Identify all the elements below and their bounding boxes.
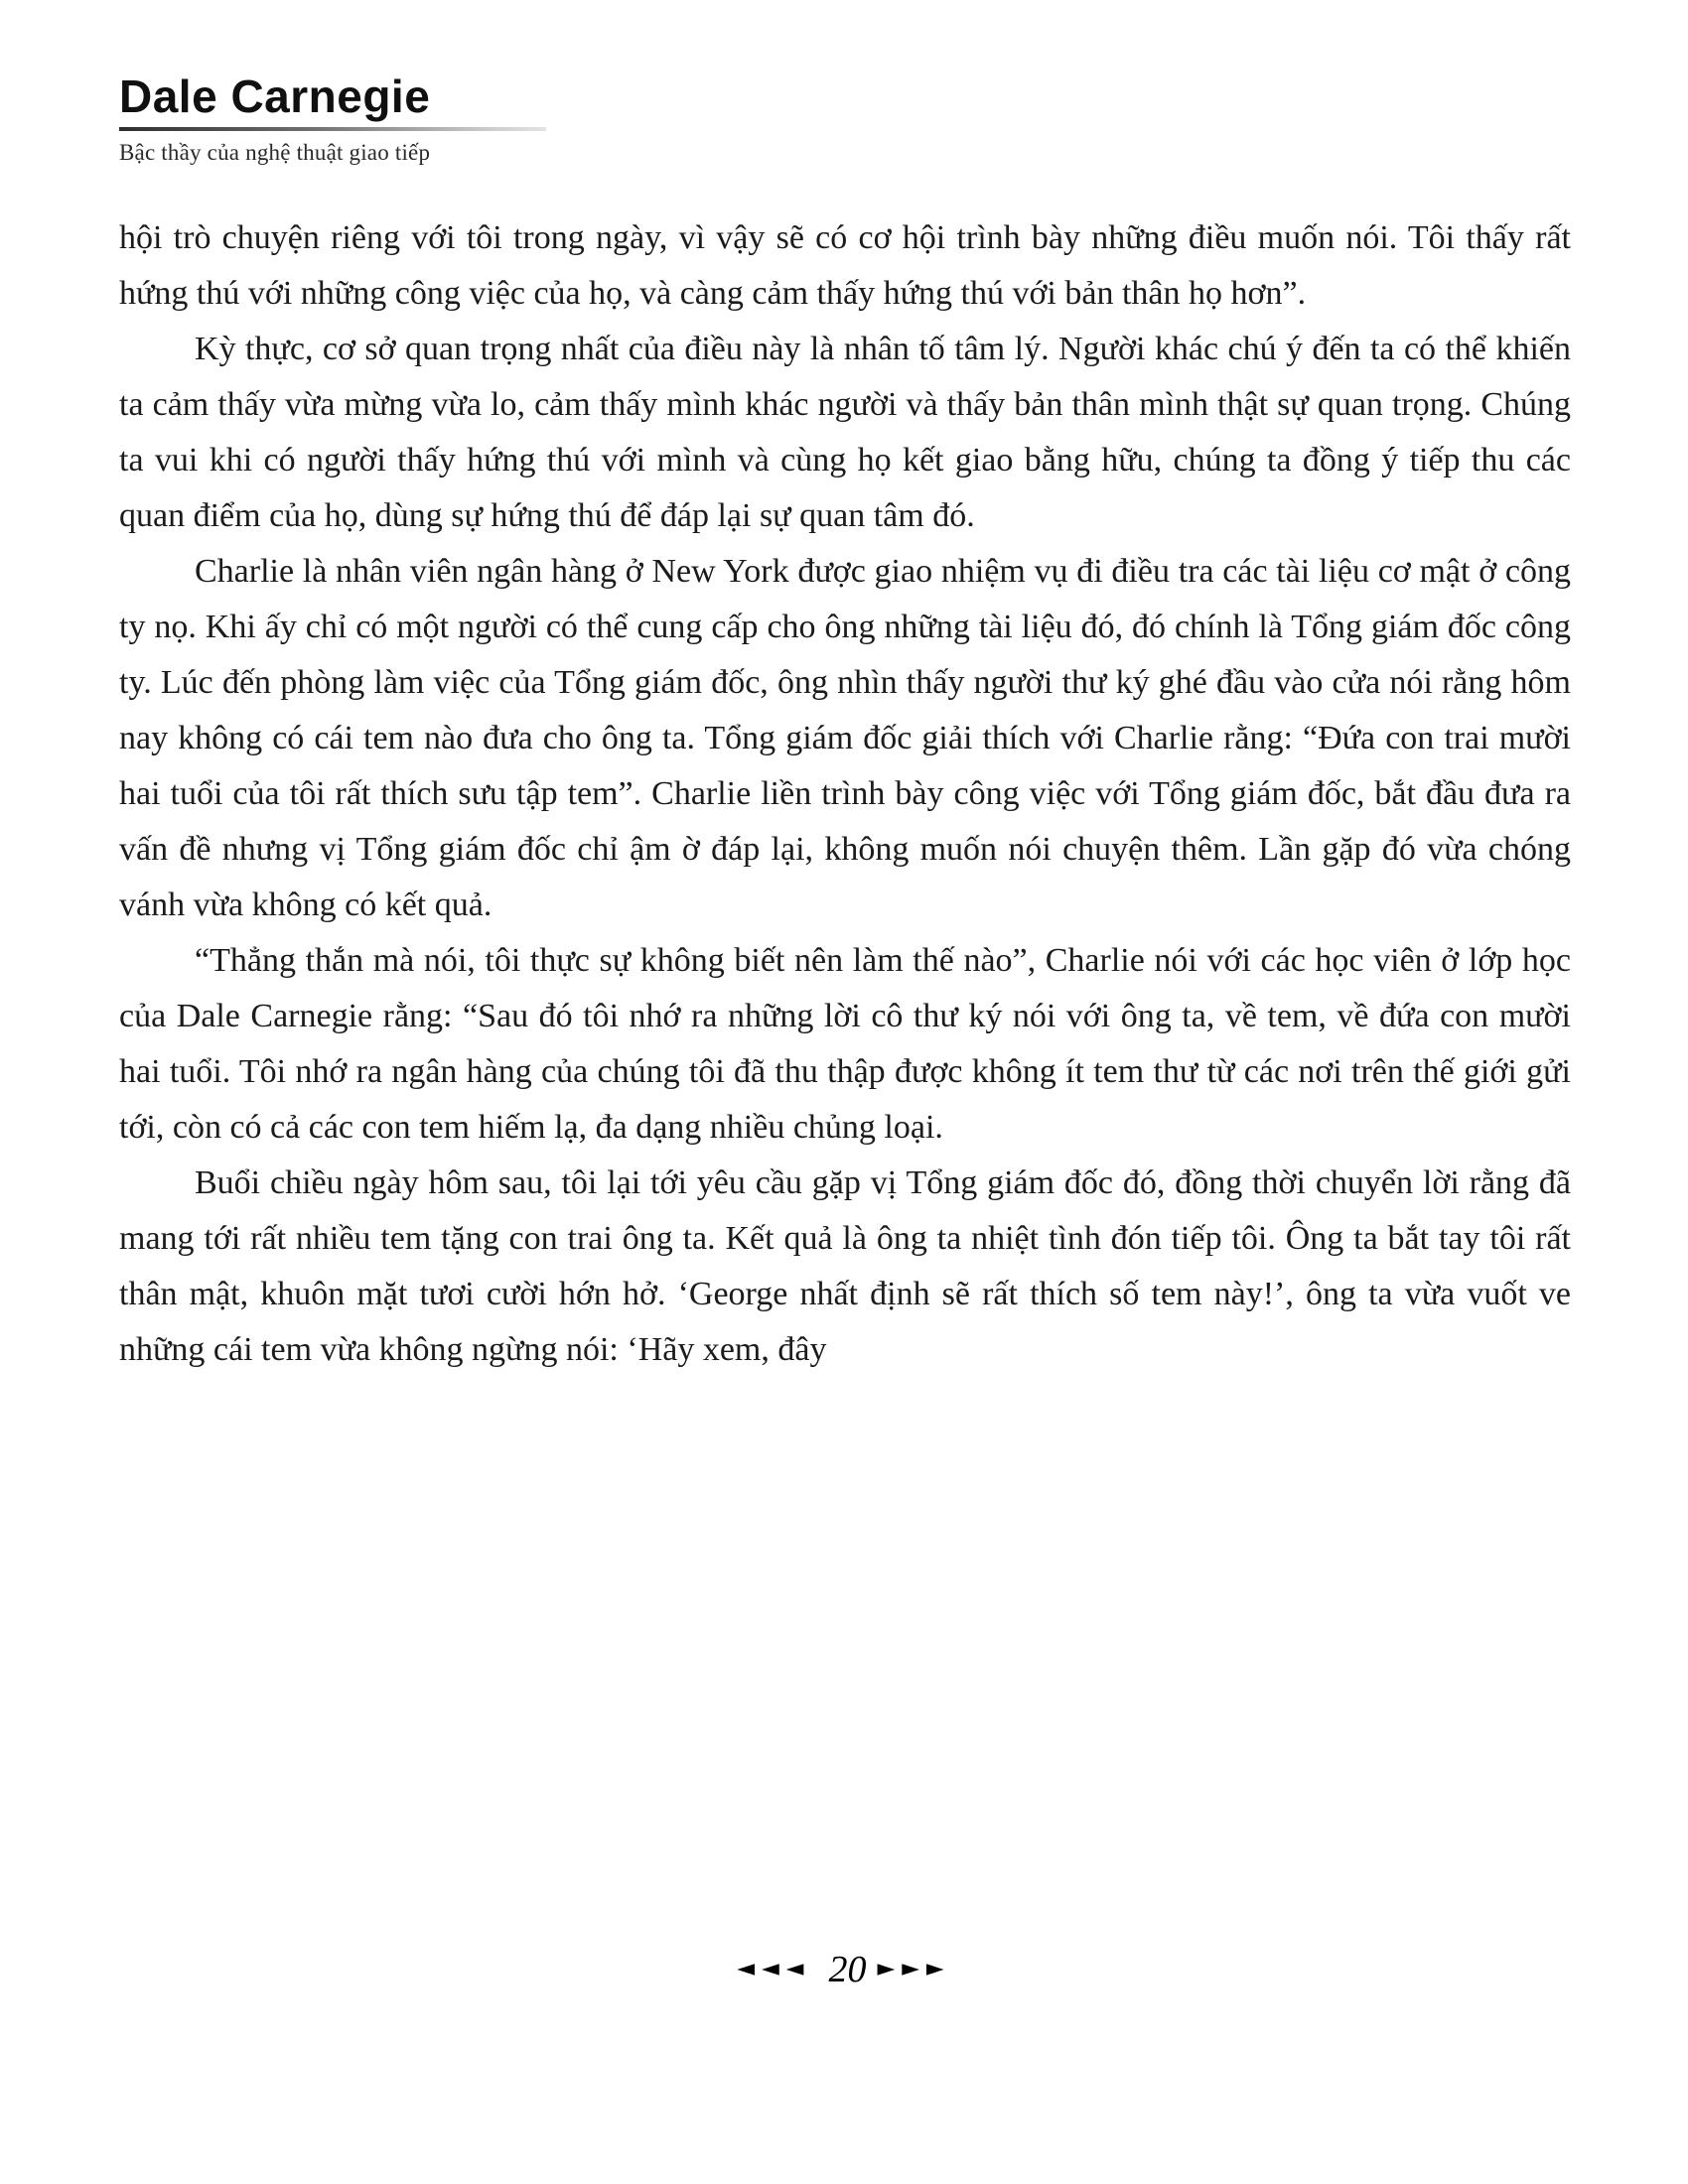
paragraph-1: hội trò chuyện riêng với tôi trong ngày, vì vậy sẽ có cơ hội trình bày những điều muốn nói. Tôi thấy rất hứng thú với những công việc của họ, và càng cảm thấy hứng thú với bản thân họ hơn”.: [119, 219, 1571, 312]
author-name: Dale Carnegie: [119, 70, 431, 122]
header-divider: [119, 127, 546, 131]
body-text: [119, 210, 1571, 1378]
paragraph-2: Kỳ thực, cơ sở quan trọng nhất của điều này là nhân tố tâm lý. Người khác chú ý đến ta có thể khiến ta cảm thấy vừa mừng vừa lo, cảm thấy mình khác người và thấy bản thân mình thật sự quan trọng. Chúng ta vui khi có người thấy hứng thú với mình và cùng họ kết giao bằng hữu, chúng ta đồng ý tiếp thu các quan điểm của họ, dùng sự hứng thú để đáp lại sự quan tâm đó.: [119, 331, 1571, 534]
page-number: 20: [828, 1949, 867, 1990]
paragraph-3: Charlie là nhân viên ngân hàng ở New York được giao nhiệm vụ đi điều tra các tài liệu cơ mật ở công ty nọ. Khi ấy chỉ có một người có thể cung cấp cho ông những tài liệu đó, đó chính là Tổng giám đốc công ty. Lúc đến phòng làm việc của Tổng giám đốc, ông nhìn thấy người thư ký ghé đầu vào cửa nói rằng hôm nay không có cái tem nào đưa cho ông ta. Tổng giám đốc giải thích với Charlie rằng: “Đứa con trai mười hai tuổi của tôi rất thích sưu tập tem”. Charlie liền trình bày công việc với Tổng giám đốc, bắt đầu đưa ra vấn đề nhưng vị Tổng giám đốc chỉ ậm ờ đáp lại, không muốn nói chuyện thêm. Lần gặp đó vừa chóng vánh vừa không có kết quả.: [119, 553, 1571, 923]
left-arrows-icon: ◄◄◄: [737, 1956, 811, 1981]
paragraph-5: Buổi chiều ngày hôm sau, tôi lại tới yêu cầu gặp vị Tổng giám đốc đó, đồng thời chuyển lời rằng đã mang tới rất nhiều tem tặng con trai ông ta. Kết quả là ông ta nhiệt tình đón tiếp tôi. Ông ta bắt tay tôi rất thân mật, khuôn mặt tươi cười hớn hở. ‘George nhất định sẽ rất thích số tem này!’, ông ta vừa vuốt ve những cái tem vừa không ngừng nói: ‘Hãy xem, đây: [119, 1164, 1571, 1368]
page-header: [119, 71, 675, 166]
author-tagline: Bậc thầy của nghệ thuật giao tiếp: [119, 139, 431, 165]
right-arrows-icon: ►►►: [877, 1956, 951, 1981]
page-footer: [0, 1948, 1688, 1991]
paragraph-4: “Thẳng thắn mà nói, tôi thực sự không biết nên làm thế nào”, Charlie nói với các học viên ở lớp học của Dale Carnegie rằng: “Sau đó tôi nhớ ra những lời cô thư ký nói với ông ta, về tem, về đứa con mười hai tuổi. Tôi nhớ ra ngân hàng của chúng tôi đã thu thập được không ít tem thư từ các nơi trên thế giới gửi tới, còn có cả các con tem hiếm lạ, đa dạng nhiều chủng loại.: [119, 942, 1571, 1146]
